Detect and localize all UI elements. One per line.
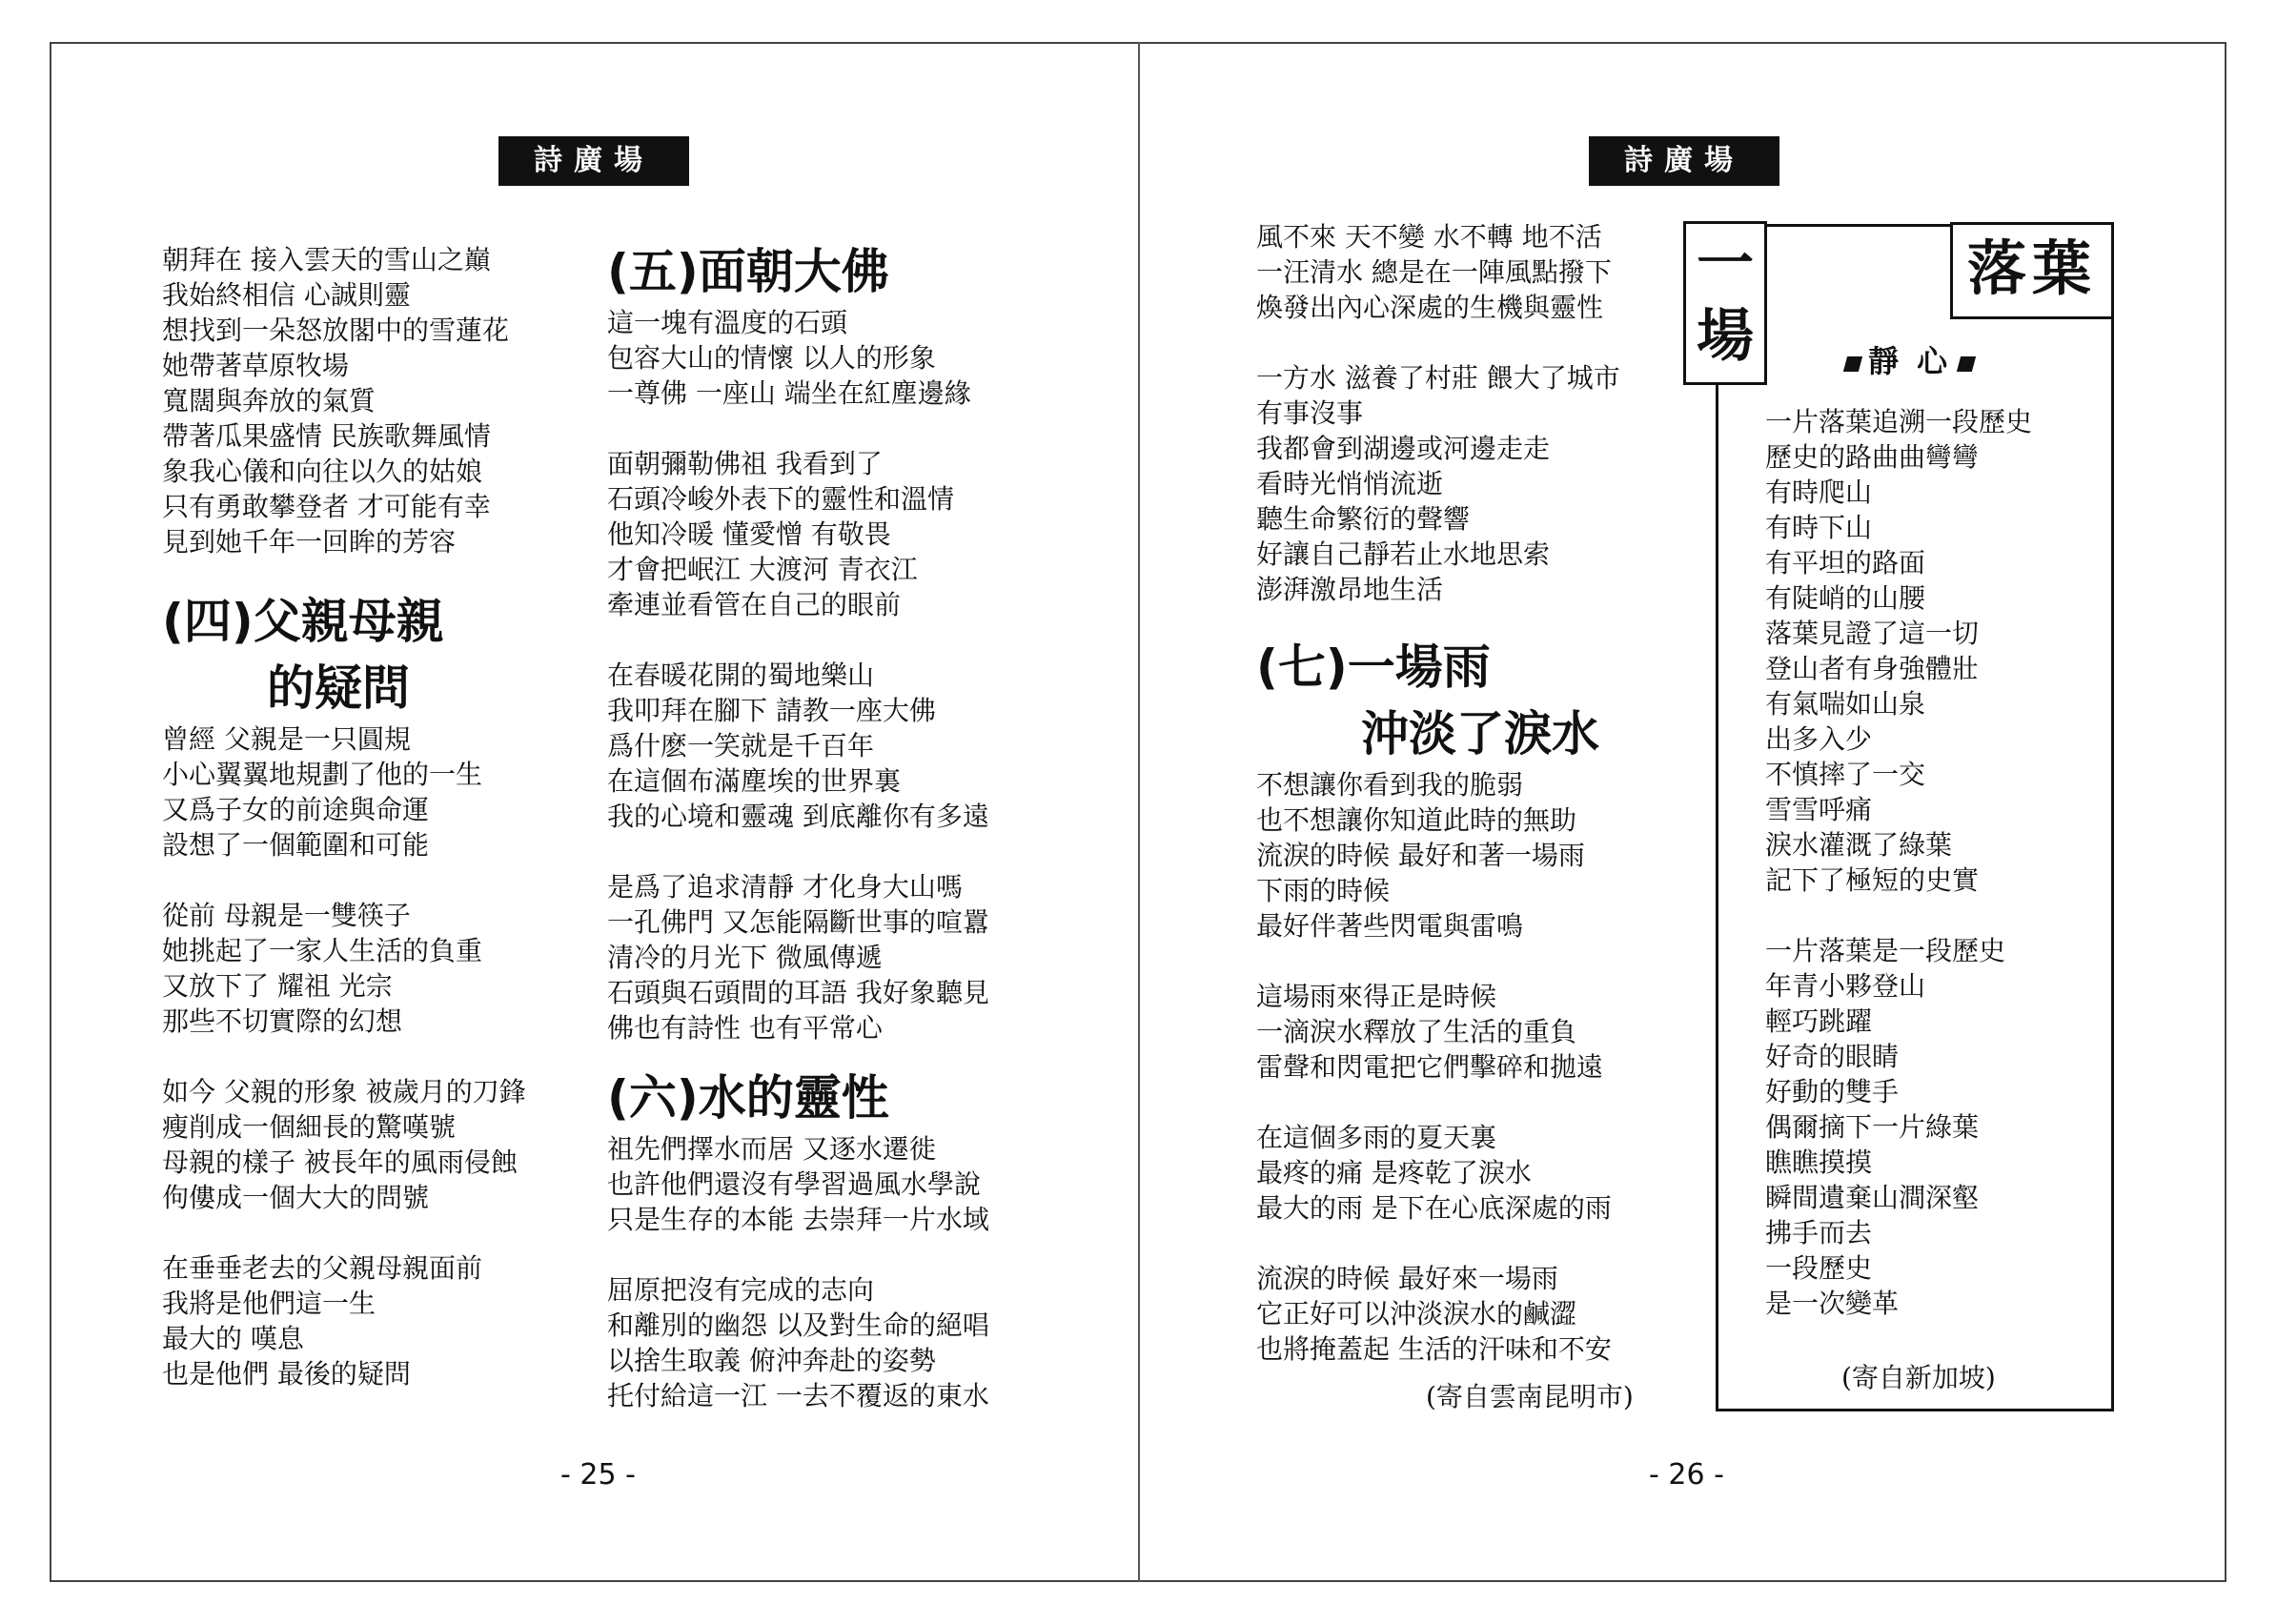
poem-line: 我始終相信 心誠則靈 bbox=[162, 279, 411, 311]
poem-line: 記下了極短的史實 bbox=[1765, 864, 1980, 896]
poem-line: 一段歷史 bbox=[1765, 1252, 1873, 1284]
poem-line: 這一塊有溫度的石頭 bbox=[607, 307, 848, 338]
poem-line: 落葉見證了這一切 bbox=[1765, 618, 1980, 649]
book-spine bbox=[1138, 42, 1140, 1582]
intro-stanza bbox=[162, 242, 526, 559]
box-poem-body bbox=[1765, 404, 2032, 1321]
poem-line: 也將掩蓋起 生活的汗味和不安 bbox=[1256, 1333, 1612, 1365]
credit-singapore: (寄自新加坡) bbox=[1841, 1362, 1996, 1393]
poem-line: 瞬間遺棄山澗深壑 bbox=[1765, 1182, 1980, 1213]
poem-line: 見到她千年一回眸的芳容 bbox=[162, 526, 457, 558]
poem-line: 佝僂成一個大大的問號 bbox=[162, 1182, 430, 1213]
poem-line: 有時爬山 bbox=[1765, 477, 1873, 508]
poem-line: 想找到一朵怒放閣中的雪蓮花 bbox=[162, 315, 510, 346]
section-4-title: (四)父親母親 bbox=[162, 594, 444, 649]
stanza bbox=[162, 898, 526, 1039]
stanza bbox=[1256, 1261, 1620, 1367]
right-page-number: - 26 - bbox=[1649, 1458, 1724, 1492]
poem-line: 瞧瞧摸摸 bbox=[1765, 1147, 1873, 1178]
stanza bbox=[162, 1074, 526, 1215]
poem-line: 在這個多雨的夏天裏 bbox=[1256, 1122, 1497, 1153]
poem-line: 最好伴著些閃電與雷鳴 bbox=[1256, 910, 1524, 942]
left-header-badge: 詩廣場 bbox=[498, 136, 689, 186]
poem-line: 雪雪呼痛 bbox=[1765, 794, 1873, 825]
poem-line: 也不想讓你知道此時的無助 bbox=[1256, 804, 1577, 836]
poem-line: 一汪清水 總是在一陣風點撥下 bbox=[1256, 256, 1612, 288]
poem-line: 包容大山的情懷 以人的形象 bbox=[607, 342, 936, 374]
poem-line: 我的心境和靈魂 到底離你有多遠 bbox=[607, 801, 989, 832]
poem-line: 爲什麽一笑就是千百年 bbox=[607, 730, 875, 761]
poem-line: 寬闊與奔放的氣質 bbox=[162, 385, 376, 416]
poem-line: 在垂垂老去的父親母親面前 bbox=[162, 1252, 483, 1284]
stanza bbox=[162, 721, 526, 863]
stanza bbox=[607, 869, 989, 1045]
poem-line: 那些不切實際的幻想 bbox=[162, 1005, 403, 1037]
poem-line: 我將是他們這一生 bbox=[162, 1288, 376, 1319]
poem-line: 雷聲和閃電把它們擊碎和拋遠 bbox=[1256, 1051, 1604, 1083]
poem-line: 年青小夥登山 bbox=[1765, 970, 1926, 1002]
poem-line: 只是生存的本能 去崇拜一片水域 bbox=[607, 1204, 989, 1235]
poem-line: 它正好可以沖淡淚水的鹹澀 bbox=[1256, 1298, 1577, 1330]
poem-line: 有平坦的路面 bbox=[1765, 547, 1926, 579]
poem-line: 清冷的月光下 微風傳遞 bbox=[607, 942, 883, 973]
stanza bbox=[607, 1131, 989, 1237]
section-6-title: (六)水的靈性 bbox=[607, 1070, 889, 1126]
poem-line: 歷史的路曲曲彎彎 bbox=[1765, 441, 1980, 473]
stanza bbox=[162, 1250, 526, 1391]
poem-line: 只有勇敢攀登者 才可能有幸 bbox=[162, 491, 491, 522]
poem-line: 她挑起了一家人生活的負重 bbox=[162, 935, 483, 966]
poem-line: 面朝彌勒佛祖 我看到了 bbox=[607, 448, 883, 479]
stanza bbox=[607, 1272, 989, 1413]
poem-line: 曾經 父親是一只圓規 bbox=[162, 723, 411, 755]
poem-line: 偶爾摘下一片綠葉 bbox=[1765, 1111, 1980, 1143]
poem-line: 瘦削成一個細長的驚嘆號 bbox=[162, 1111, 457, 1143]
vertical-title-char: 場 bbox=[1697, 303, 1754, 370]
poem-line: 祖先們擇水而居 又逐水遷徙 bbox=[607, 1133, 936, 1165]
poem-line: 最大的 嘆息 bbox=[162, 1323, 304, 1354]
poem-line: 這場雨來得正是時候 bbox=[1256, 981, 1497, 1012]
square-bullet-icon bbox=[1957, 356, 1976, 372]
poem-line: 母親的樣子 被長年的風雨侵蝕 bbox=[162, 1147, 518, 1178]
author-line bbox=[1838, 337, 1982, 381]
poem-line: 一片落葉追溯一段歷史 bbox=[1765, 406, 2033, 437]
poem-line: 他知冷暖 懂愛憎 有敬畏 bbox=[607, 518, 891, 550]
right-header-badge: 詩廣場 bbox=[1589, 136, 1779, 186]
poem-line: 佛也有詩性 也有平常心 bbox=[607, 1012, 883, 1044]
section-5-title: (五)面朝大佛 bbox=[607, 244, 889, 299]
stanza bbox=[1765, 933, 2032, 1321]
right-column-1 bbox=[1256, 219, 1620, 1367]
poem-line: 最疼的痛 是疼乾了淚水 bbox=[1256, 1157, 1532, 1188]
stanza bbox=[1256, 219, 1620, 325]
stanza bbox=[607, 305, 989, 411]
poem-line: 石頭與石頭間的耳語 我好象聽見 bbox=[607, 977, 989, 1008]
poem-line: 好奇的眼睛 bbox=[1765, 1041, 1900, 1072]
poem-line: 如今 父親的形象 被歲月的刀鋒 bbox=[162, 1076, 526, 1107]
left-column-1 bbox=[162, 242, 526, 1391]
vertical-title bbox=[1683, 221, 1767, 385]
poem-line: 有時下山 bbox=[1765, 512, 1873, 543]
poem-line: 最大的雨 是下在心底深處的雨 bbox=[1256, 1192, 1612, 1224]
poem-line: 才會把岷江 大渡河 青衣江 bbox=[607, 554, 918, 585]
poem-line: 又爲子女的前途與命運 bbox=[162, 794, 430, 825]
poem-line: 不慎摔了一交 bbox=[1765, 759, 1926, 790]
poem-line: 看時光悄悄流逝 bbox=[1256, 468, 1444, 499]
poem-title: 落葉 bbox=[1950, 222, 2114, 319]
stanza bbox=[1256, 360, 1620, 607]
poem-line: 輕巧跳躍 bbox=[1765, 1005, 1873, 1037]
poem-line: 拂手而去 bbox=[1765, 1217, 1873, 1248]
poem-line: 朝拜在 接入雲天的雪山之巔 bbox=[162, 244, 491, 275]
poem-line: 出多入少 bbox=[1765, 723, 1873, 755]
credit-kunming: (寄自雲南昆明市) bbox=[1426, 1381, 1634, 1412]
poem-line: 以捨生取義 俯沖奔赴的姿勢 bbox=[607, 1345, 936, 1376]
poem-line: 淚水灌溉了綠葉 bbox=[1765, 829, 1953, 861]
poem-line: 屈原把沒有完成的志向 bbox=[607, 1274, 875, 1306]
square-bullet-icon bbox=[1843, 356, 1862, 372]
poem-line: 也是他們 最後的疑問 bbox=[162, 1358, 411, 1390]
poem-line: 一方水 滋養了村莊 餵大了城市 bbox=[1256, 362, 1620, 394]
poem-line: 在這個布滿塵埃的世界裏 bbox=[607, 765, 902, 797]
section-4-title-cont: 的疑問 bbox=[267, 660, 410, 716]
poem-line: 不想讓你看到我的脆弱 bbox=[1256, 769, 1524, 801]
poem-line: 我都會到湖邊或河邊走走 bbox=[1256, 433, 1551, 464]
section-7-title-cont: 沖淡了淚水 bbox=[1361, 706, 1599, 761]
poem-line: 石頭冷峻外表下的靈性和溫情 bbox=[607, 483, 955, 515]
poem-line: 流淚的時候 最好和著一場雨 bbox=[1256, 840, 1585, 871]
stanza bbox=[1256, 979, 1620, 1085]
stanza bbox=[1256, 1120, 1620, 1226]
poem-line: 好動的雙手 bbox=[1765, 1076, 1900, 1107]
author-name: 靜 心 bbox=[1868, 343, 1952, 379]
poem-line: 我叩拜在腳下 請教一座大佛 bbox=[607, 695, 936, 726]
poem-line: 有氣喘如山泉 bbox=[1765, 688, 1926, 720]
poem-line: 煥發出內心深處的生機與靈性 bbox=[1256, 292, 1604, 323]
poem-line: 流淚的時候 最好來一場雨 bbox=[1256, 1263, 1558, 1294]
poem-line: 是一次變革 bbox=[1765, 1288, 1900, 1319]
poem-line: 一片落葉是一段歷史 bbox=[1765, 935, 2006, 966]
poem-line: 是爲了追求清靜 才化身大山嗎 bbox=[607, 871, 963, 903]
poem-line: 登山者有身強體壯 bbox=[1765, 653, 1980, 684]
poem-line: 風不來 天不變 水不轉 地不活 bbox=[1256, 221, 1602, 253]
poem-line: 有陡峭的山腰 bbox=[1765, 582, 1926, 614]
stanza bbox=[1256, 767, 1620, 944]
vertical-title-char: 一 bbox=[1697, 231, 1754, 297]
left-column-2 bbox=[607, 238, 989, 1413]
poem-line: 從前 母親是一雙筷子 bbox=[162, 900, 411, 931]
poem-line: 帶著瓜果盛情 民族歌舞風情 bbox=[162, 420, 491, 452]
stanza bbox=[1765, 404, 2032, 898]
poem-line: 一尊佛 一座山 端坐在紅塵邊緣 bbox=[607, 377, 971, 409]
stanza bbox=[607, 658, 989, 834]
stanza bbox=[607, 446, 989, 622]
poem-line: 象我心儀和向往以久的姑娘 bbox=[162, 456, 483, 487]
poem-line: 一孔佛門 又怎能隔斷世事的喧囂 bbox=[607, 906, 989, 938]
poem-line: 小心翼翼地規劃了他的一生 bbox=[162, 759, 483, 790]
poem-line: 牽連並看管在自己的眼前 bbox=[607, 589, 902, 620]
poem-line: 一滴淚水釋放了生活的重負 bbox=[1256, 1016, 1577, 1047]
poem-line: 聽生命繁衍的聲響 bbox=[1256, 503, 1471, 535]
poem-line: 下雨的時候 bbox=[1256, 875, 1391, 906]
poem-line: 設想了一個範圍和可能 bbox=[162, 829, 430, 861]
poem-line: 和離別的幽怨 以及對生命的絕唱 bbox=[607, 1309, 989, 1341]
poem-line: 她帶著草原牧場 bbox=[162, 350, 350, 381]
poem-line: 托付給這一江 一去不覆返的東水 bbox=[607, 1380, 989, 1411]
poem-line: 又放下了 耀祖 光宗 bbox=[162, 970, 393, 1002]
poem-line: 有事沒事 bbox=[1256, 397, 1364, 429]
poem-line: 也許他們還沒有學習過風水學說 bbox=[607, 1168, 982, 1200]
poem-line: 好讓自己靜若止水地思索 bbox=[1256, 538, 1551, 570]
poem-line: 澎湃激昂地生活 bbox=[1256, 574, 1444, 605]
poem-line: 在春暖花開的蜀地樂山 bbox=[607, 660, 875, 691]
section-7-title: (七)一場雨 bbox=[1256, 639, 1491, 695]
left-page-number: - 25 - bbox=[560, 1458, 636, 1492]
